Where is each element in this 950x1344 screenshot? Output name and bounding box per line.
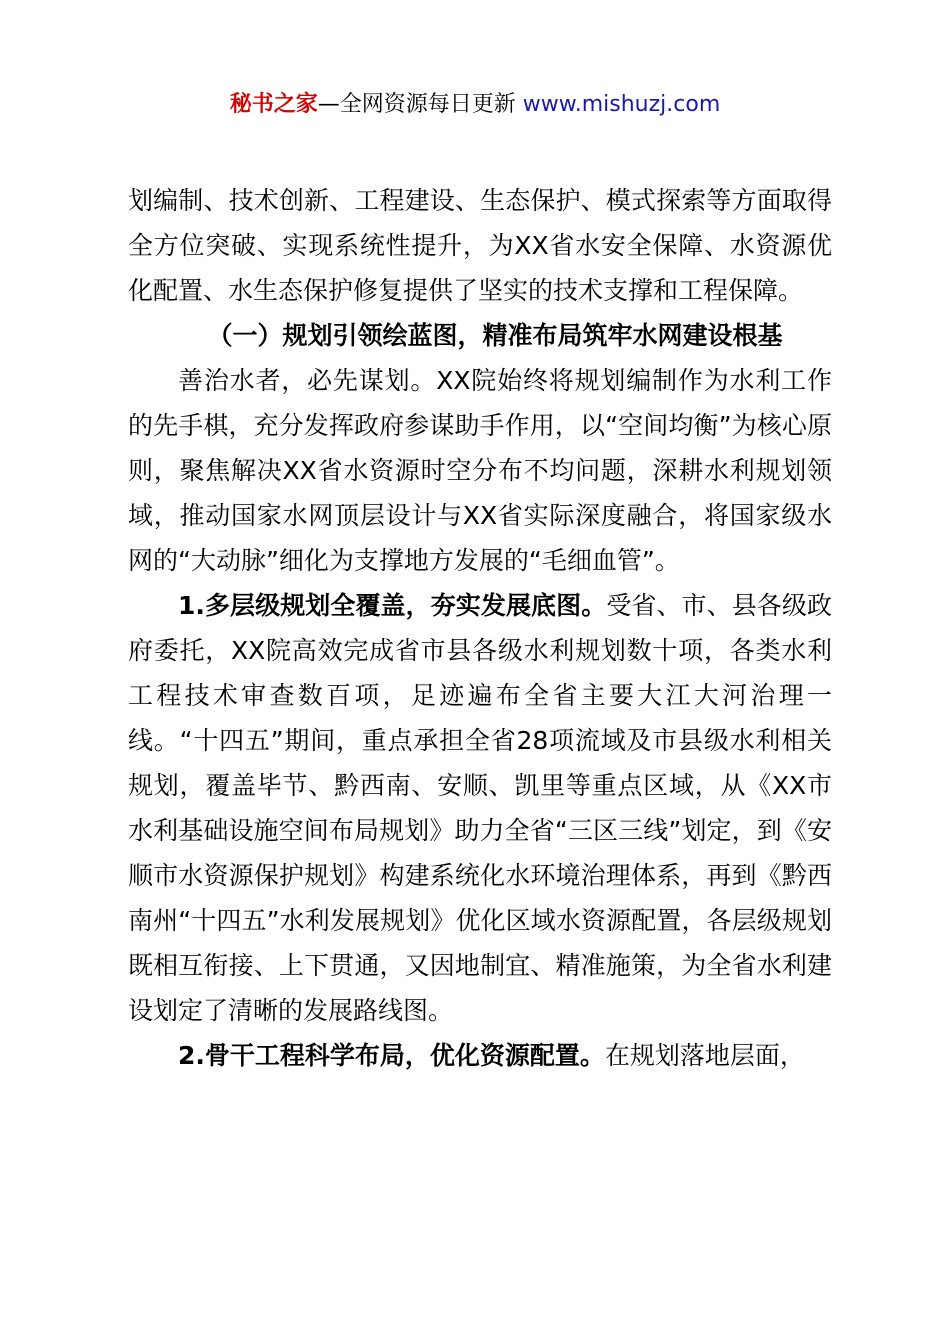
- site-slogan: —全网资源每日更新: [317, 92, 523, 117]
- item-2-title: 2.骨干工程科学布局，优化资源配置。: [178, 1041, 605, 1070]
- item-1-paragraph: [128, 583, 832, 1033]
- section-heading: （一）规划引领绘蓝图，精准布局筑牢水网建设根基: [207, 321, 783, 350]
- intro-paragraph: 划编制、技术创新、工程建设、生态保护、模式探索等方面取得全方位突破、实现系统性提升，为XX省水安全保障、水资源优化配置、水生态保护修复提供了坚实的技术支撑和工程保障。: [128, 186, 832, 305]
- item-1-text: 受省、市、县各级政府委托，XX院高效完成省市县各级水利规划数十项，各类水利工程技术审查数百项，足迹遍布全省主要大江大河治理一线。“十四五”期间，重点承担全省28项流域及市县级水利相关规划，覆盖毕节、黔西南、安顺、凯里等重点区域，从《XX市水利基础设施空间布局规划》助力全省“三区三线”划定，到《安顺市水资源保护规划》构建系统化水环境治理体系，再到《黔西南州“十四五”水利发展规划》优化区域水资源配置，各层级规划既相互衔接、上下贯通，又因地制宜、精准施策，为全省水利建设划定了清晰的发展路线图。: [128, 591, 832, 1025]
- site-url-link[interactable]: www.mishuzj.com: [522, 92, 721, 117]
- section-paragraph: 善治水者，必先谋划。XX院始终将规划编制作为水利工作的先手棋，充分发挥政府参谋助手作用，以“空间均衡”为核心原则，聚焦解决XX省水资源时空分布不均问题，深耕水利规划领域，推动国家水网顶层设计与XX省实际深度融合，将国家级水网的“大动脉”细化为支撑地方发展的“毛细血管”。: [128, 366, 832, 575]
- site-header: [0, 88, 950, 122]
- item-2-paragraph: [128, 1033, 832, 1078]
- item-1-title: 1.多层级规划全覆盖，夯实发展底图。: [178, 591, 607, 620]
- item-2-text: 在规划落地层面，: [604, 1041, 805, 1070]
- site-brand: 秘书之家: [229, 92, 318, 117]
- document-body: [128, 178, 832, 1078]
